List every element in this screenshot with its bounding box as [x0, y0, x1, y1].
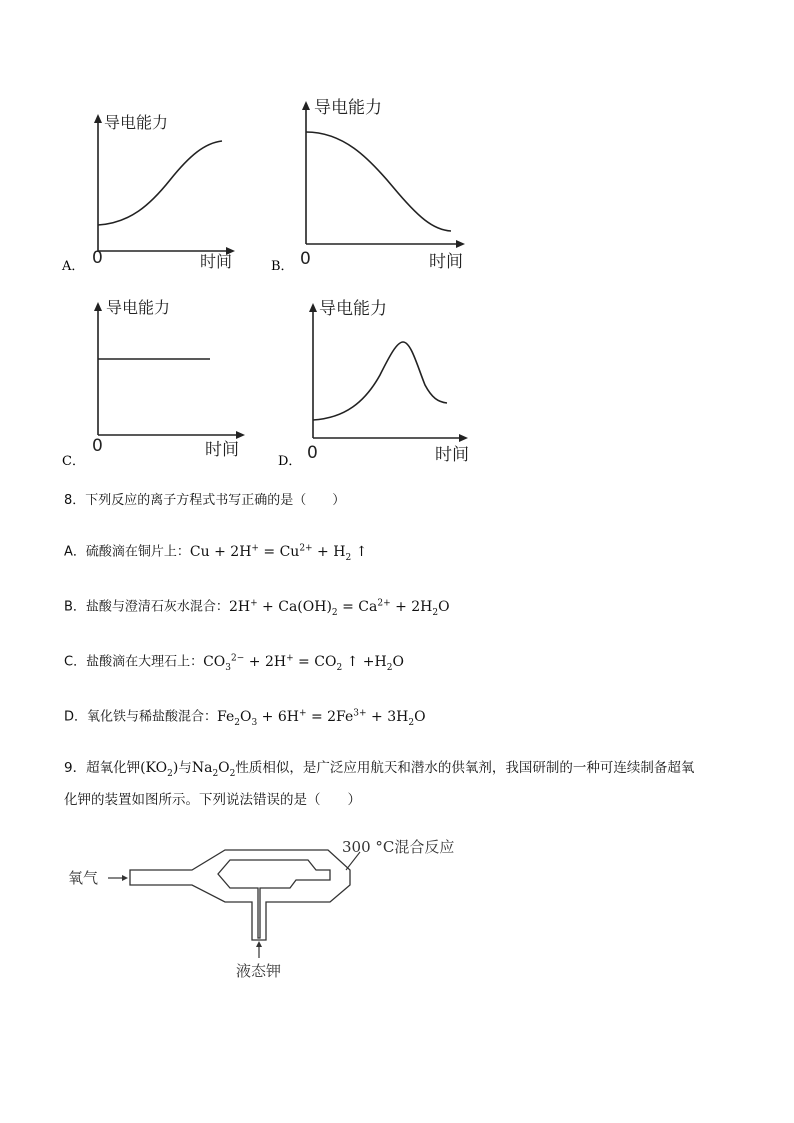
option-letter: C． [64, 654, 87, 670]
x-axis-label: 时间 [429, 252, 463, 272]
y-axis-label: 导电能力 [319, 299, 387, 319]
option-letter: D． [278, 454, 302, 469]
option-letter: A． [64, 544, 86, 560]
option-letter: A． [62, 259, 85, 274]
q9-text-b: 与 [178, 760, 192, 776]
oxygen-label: 氧气 [68, 869, 99, 887]
reaction-label: 300 °C混合反应 [342, 838, 455, 856]
curve-falling [306, 132, 451, 231]
y-axis-label: 导电能力 [104, 113, 169, 132]
question-9-line-1 [64, 757, 694, 785]
y-axis-arrow [94, 302, 102, 311]
equation-a: $Cu + 2H^+ = Cu^{2+} + H_2$ ↑ [189, 543, 368, 563]
x-axis-arrow [236, 431, 245, 439]
origin-label: 0 [307, 443, 318, 463]
option-letter: B． [271, 259, 294, 274]
potassium-label: 液态钾 [236, 962, 282, 980]
option-text: 盐酸滴在大理石上： [86, 654, 204, 670]
question-8-option-a [64, 538, 367, 567]
x-axis-arrow [459, 434, 468, 442]
question-8-option-b [64, 593, 450, 622]
oxygen-arrowhead [122, 875, 128, 881]
origin-label: 0 [92, 248, 103, 268]
x-axis-label: 时间 [435, 445, 469, 465]
question-9-line-2: 化钾的装置如图所示。下列说法错误的是（ ） [64, 792, 361, 808]
origin-label: 0 [300, 249, 311, 269]
option-letter: D． [64, 709, 88, 725]
curve-rising [98, 141, 222, 225]
origin-label: 0 [92, 436, 103, 456]
question-8-stem: 8．下列反应的离子方程式书写正确的是（ ） [64, 493, 346, 508]
x-axis-label: 时间 [205, 440, 239, 460]
equation-c: $CO_3^{2-} + 2H^+ = CO_2$ ↑ $+H_2O$ [203, 653, 404, 673]
graph-a [60, 105, 250, 275]
option-text: 氧化铁与稀盐酸混合： [87, 709, 218, 725]
potassium-arrowhead [256, 941, 262, 947]
equation-d: $Fe_2O_3 + 6H^+ = 2Fe^{3+} + 3H_2O$ [217, 708, 426, 728]
option-letter: C． [62, 454, 85, 469]
y-axis-label: 导电能力 [314, 98, 382, 118]
inner-channel [218, 860, 330, 938]
outer-vessel [130, 850, 350, 940]
y-axis-arrow [309, 303, 317, 312]
curve-peak [313, 342, 447, 420]
equation-b: $2H^+ + Ca(OH)_2 = Ca^{2+} + 2H_2O$ [228, 598, 450, 618]
option-text: 盐酸与澄清石灰水混合： [85, 599, 229, 615]
y-axis-arrow [302, 101, 310, 110]
option-letter: B． [64, 599, 86, 615]
question-8-option-c [64, 648, 404, 677]
graph-c [60, 295, 260, 470]
formula-ko2: $(KO_2)$ [140, 760, 179, 779]
q9-text-c: 性质相似，是广泛应用航天和潜水的供氧剂，我国研制的一种可连续制备超氧 [235, 760, 695, 776]
y-axis-arrow [94, 114, 102, 123]
x-axis-label: 时间 [200, 252, 233, 271]
graph-b [268, 92, 478, 277]
apparatus-diagram [60, 830, 480, 990]
graph-d [275, 290, 480, 470]
question-8-option-d [64, 703, 426, 732]
formula-na2o2: $Na_2O_2$ [191, 760, 236, 779]
q9-text-a: 9．超氧化钾 [64, 760, 141, 776]
option-text: 硫酸滴在铜片上： [85, 544, 190, 560]
x-axis-arrow [456, 240, 465, 248]
y-axis-label: 导电能力 [106, 298, 171, 317]
